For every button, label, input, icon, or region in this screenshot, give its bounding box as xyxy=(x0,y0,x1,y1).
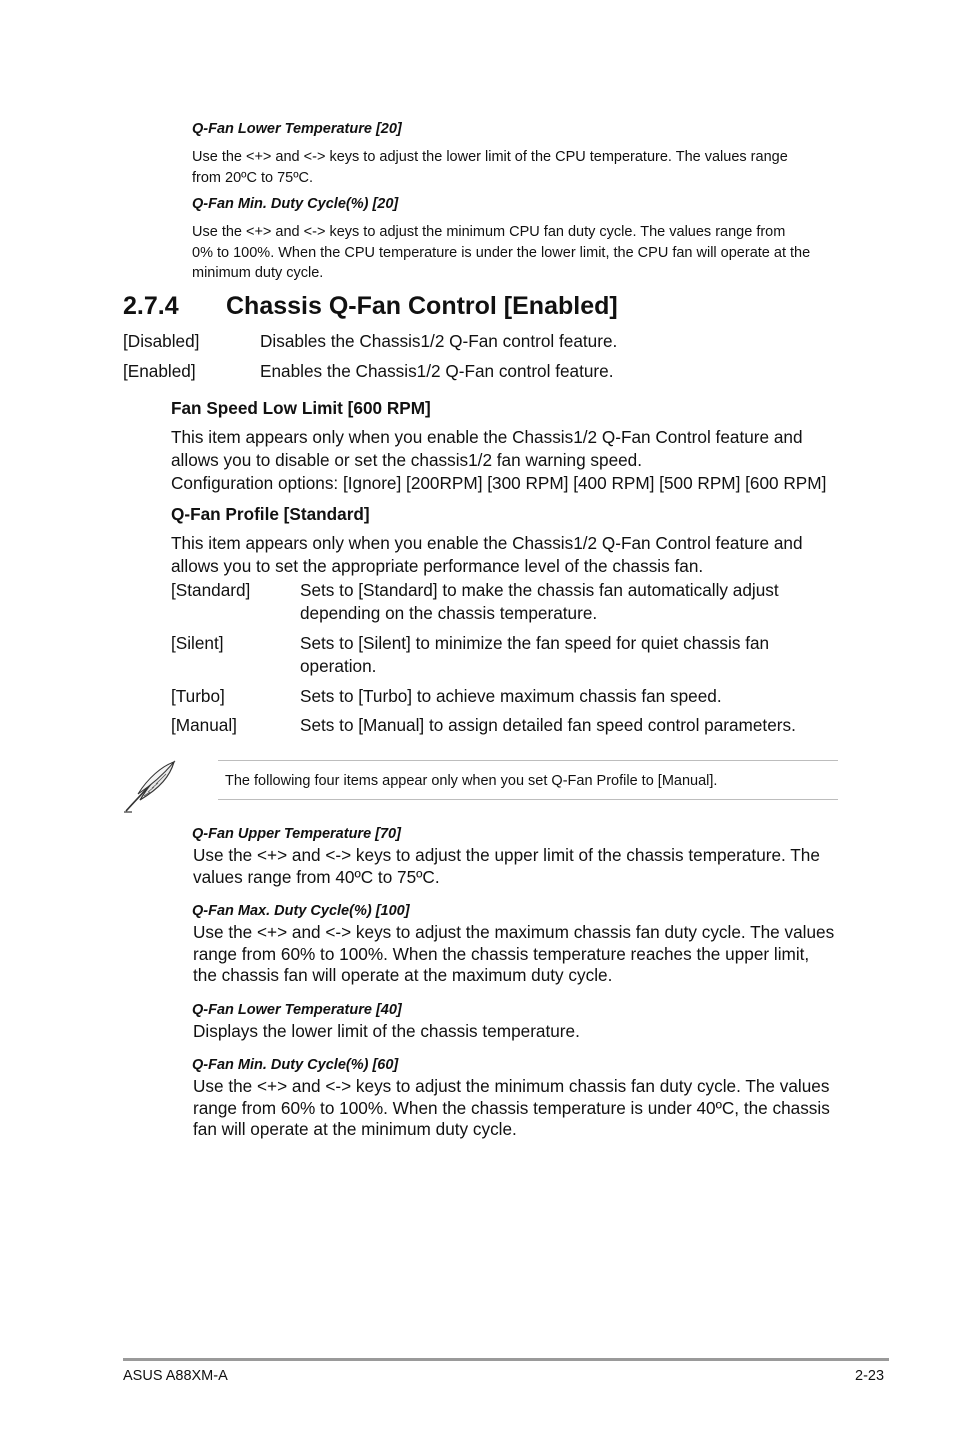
manual-item-title-min-duty: Q-Fan Min. Duty Cycle(%) [60] xyxy=(192,1057,399,1073)
profile-option-key-manual: [Manual] xyxy=(171,715,237,735)
desc-line: Use the <+> and <-> keys to adjust the maximum chassis fan duty cycle. The values xyxy=(193,922,835,942)
section-title: Chassis Q-Fan Control [Enabled] xyxy=(226,292,618,320)
option-desc-disabled: Disables the Chassis1/2 Q-Fan control feature. xyxy=(260,331,618,351)
fan-speed-desc xyxy=(171,426,826,495)
desc-line: 0% to 100%. When the CPU temperature is under the lower limit, the CPU fan will operate at the xyxy=(192,244,811,261)
profile-option-desc-silent xyxy=(300,632,769,678)
profile-option-desc-standard xyxy=(300,579,779,625)
desc-line: This item appears only when you enable the Chassis1/2 Q-Fan Control feature and xyxy=(171,533,803,553)
profile-option-desc-turbo: Sets to [Turbo] to achieve maximum chassis fan speed. xyxy=(300,686,722,706)
manual-item-desc-upper-temp xyxy=(193,845,820,888)
desc-line: operation. xyxy=(300,656,377,676)
desc-line: allows you to disable or set the chassis1/2 fan warning speed. xyxy=(171,450,643,470)
desc-line: range from 60% to 100%. When the chassis temperature is under 40ºC, the chassis xyxy=(193,1097,830,1118)
manual-item-desc-min-duty xyxy=(193,1076,830,1141)
desc-line: Configuration options: [Ignore] [200RPM] [300 RPM] [400 RPM] [500 RPM] [600 RPM] xyxy=(171,473,827,493)
option-key-disabled: [Disabled] xyxy=(123,331,200,351)
profile-option-key-silent: [Silent] xyxy=(171,633,224,653)
desc-line: Use the <+> and <-> keys to adjust the upper limit of the chassis temperature. The xyxy=(193,845,820,865)
desc-line: values range from 40ºC to 75ºC. xyxy=(193,866,440,887)
note-bottom-rule xyxy=(218,799,838,800)
desc-line: Use the <+> and <-> keys to adjust the minimum CPU fan duty cycle. The values range from xyxy=(192,224,786,240)
feather-pen-icon xyxy=(120,756,180,816)
item-title-cpu-lower-temp: Q-Fan Lower Temperature [20] xyxy=(192,121,402,137)
item-desc-cpu-min-duty xyxy=(192,222,810,284)
desc-line: Use the <+> and <-> keys to adjust the minimum chassis fan duty cycle. The values xyxy=(193,1076,830,1096)
desc-line: from 20ºC to 75ºC. xyxy=(192,169,313,186)
note-top-rule xyxy=(218,760,838,761)
desc-line: allows you to set the appropriate performance level of the chassis fan. xyxy=(171,556,704,576)
profile-option-key-turbo: [Turbo] xyxy=(171,686,225,706)
manual-item-title-max-duty: Q-Fan Max. Duty Cycle(%) [100] xyxy=(192,903,410,919)
desc-line: This item appears only when you enable the Chassis1/2 Q-Fan Control feature and xyxy=(171,427,803,447)
desc-line: fan will operate at the minimum duty cycle. xyxy=(193,1119,517,1139)
note-text: The following four items appear only when you set Q-Fan Profile to [Manual]. xyxy=(225,773,718,789)
desc-line: Use the <+> and <-> keys to adjust the lower limit of the CPU temperature. The values range xyxy=(192,149,788,165)
desc-line: Sets to [Standard] to make the chassis fan automatically adjust xyxy=(300,580,779,600)
option-desc-enabled: Enables the Chassis1/2 Q-Fan control feature. xyxy=(260,361,614,381)
manual-item-desc-lower-temp xyxy=(193,1021,580,1043)
desc-line: range from 60% to 100%. When the chassis temperature reaches the upper limit, xyxy=(193,943,810,964)
section-number: 2.7.4 xyxy=(123,292,179,320)
manual-item-title-lower-temp: Q-Fan Lower Temperature [40] xyxy=(192,1002,402,1018)
footer-model: ASUS A88XM-A xyxy=(123,1368,228,1384)
desc-line: the chassis fan will operate at the maximum duty cycle. xyxy=(193,965,613,985)
fan-speed-title: Fan Speed Low Limit [600 RPM] xyxy=(171,398,431,418)
item-title-cpu-min-duty: Q-Fan Min. Duty Cycle(%) [20] xyxy=(192,196,399,212)
profile-desc xyxy=(171,532,803,578)
footer-rule xyxy=(123,1358,889,1361)
profile-title: Q-Fan Profile [Standard] xyxy=(171,504,370,524)
desc-line: Sets to [Silent] to minimize the fan speed for quiet chassis fan xyxy=(300,633,770,653)
option-key-enabled: [Enabled] xyxy=(123,361,196,381)
desc-line: minimum duty cycle. xyxy=(192,265,324,281)
desc-line: Displays the lower limit of the chassis temperature. xyxy=(193,1021,580,1041)
desc-line: depending on the chassis temperature. xyxy=(300,603,598,623)
manual-item-desc-max-duty xyxy=(193,922,834,987)
item-desc-cpu-lower-temp xyxy=(192,147,788,188)
profile-option-key-standard: [Standard] xyxy=(171,580,251,600)
manual-item-title-upper-temp: Q-Fan Upper Temperature [70] xyxy=(192,826,401,842)
profile-option-desc-manual: Sets to [Manual] to assign detailed fan speed control parameters. xyxy=(300,715,796,735)
footer-page-number: 2-23 xyxy=(855,1368,885,1384)
